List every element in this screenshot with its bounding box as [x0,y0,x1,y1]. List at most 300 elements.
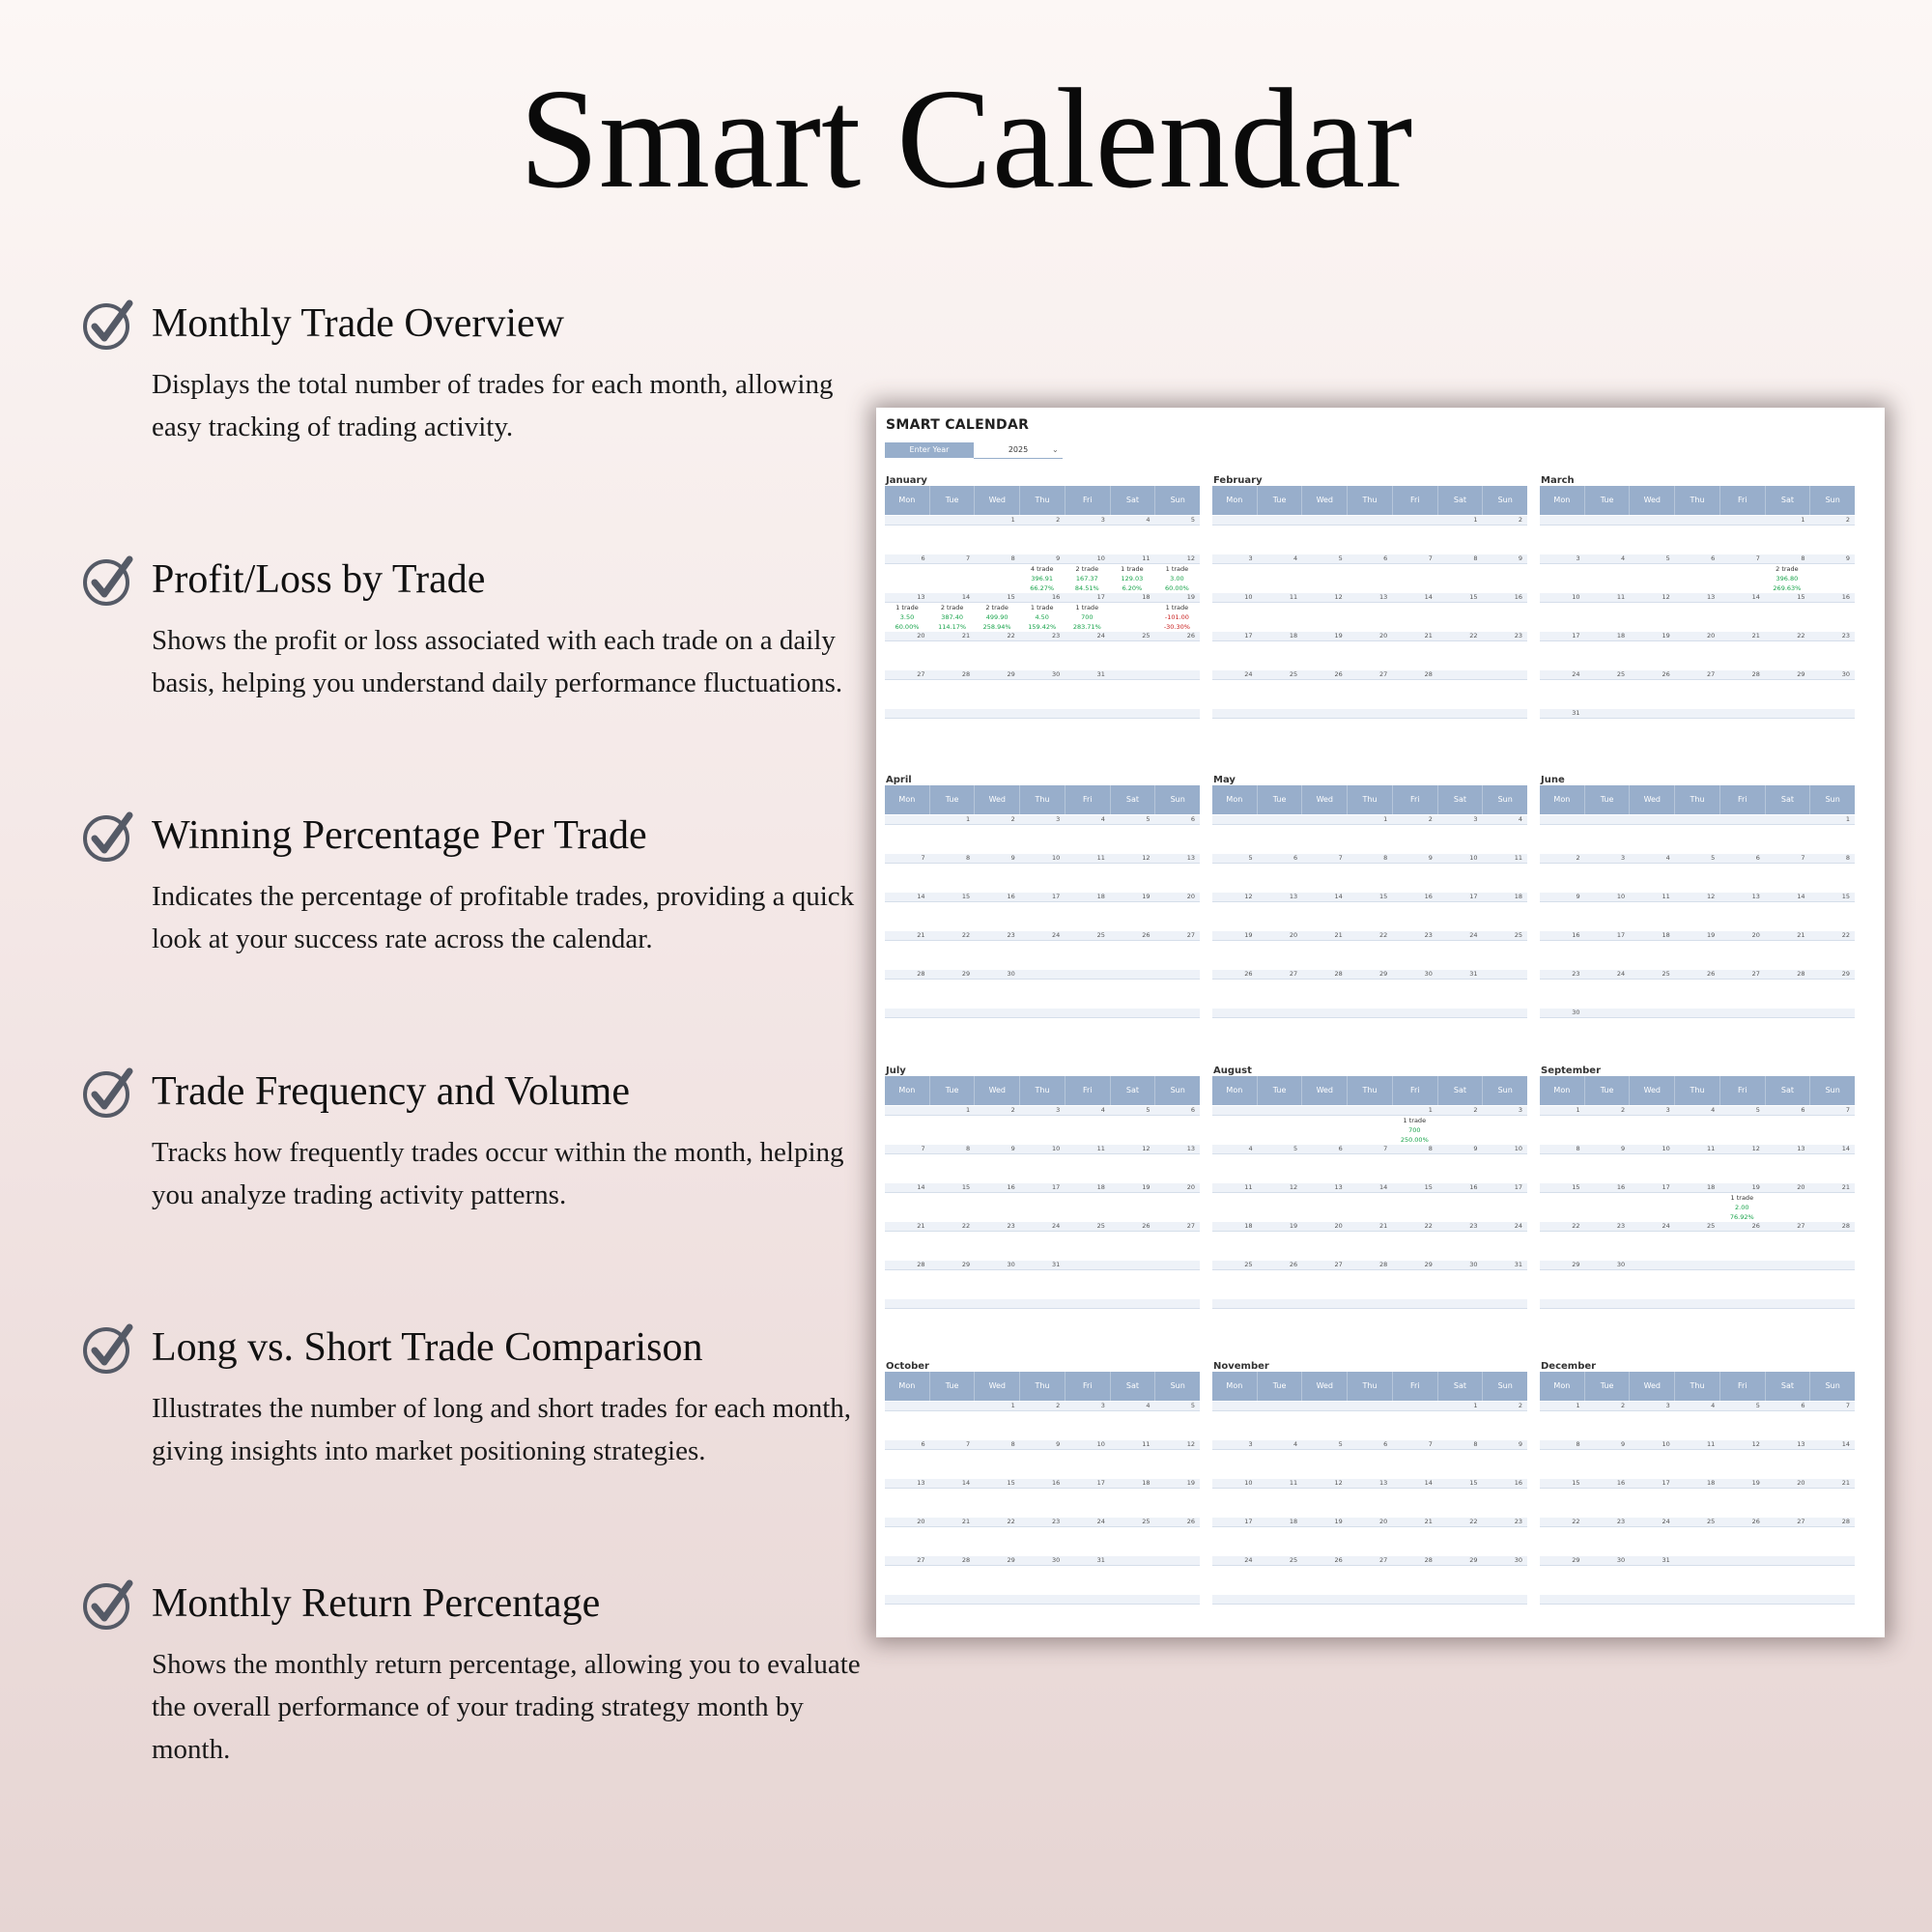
day-cell[interactable] [1809,1595,1855,1604]
day-cell[interactable]: 7 [1383,1145,1388,1152]
day-cell[interactable] [1719,709,1765,718]
day-cell[interactable] [1675,1009,1720,1017]
day-cell[interactable] [1302,1299,1348,1308]
day-cell[interactable] [1392,1299,1437,1308]
day-cell[interactable]: 4 [1711,1106,1716,1114]
day-cell[interactable]: 15 [1424,1183,1433,1191]
day-cell[interactable] [930,1299,976,1308]
day-cell[interactable]: 4 [1100,1106,1105,1114]
day-cell[interactable] [885,1299,930,1308]
day-cell[interactable]: 13 [1707,593,1716,601]
day-cell[interactable]: 5 [1665,554,1670,562]
day-cell[interactable]: 11 [1616,593,1626,601]
day-cell[interactable]: 15 [1572,1479,1580,1487]
day-cell[interactable]: 11 [1662,893,1670,900]
day-cell[interactable] [975,709,1020,718]
day-cell[interactable]: 3 [1665,1106,1670,1114]
day-cell[interactable]: 25 [1142,632,1151,639]
day-cell[interactable] [1437,1595,1483,1604]
day-cell[interactable] [1585,1299,1631,1308]
day-cell[interactable]: 14 [1424,593,1433,601]
year-select[interactable]: 2025 [974,442,1063,459]
day-cell[interactable] [930,1009,976,1017]
day-cell[interactable]: 1 [1845,815,1851,823]
day-cell[interactable]: 9 [1518,1440,1523,1448]
day-cell[interactable]: 20 [1707,632,1716,639]
day-cell[interactable]: 13 [1289,893,1298,900]
day-cell[interactable] [1392,516,1437,525]
day-cell[interactable] [1348,1402,1393,1410]
day-cell[interactable] [975,1009,1020,1017]
day-cell[interactable]: 11 [1142,1440,1151,1448]
day-cell[interactable]: 7 [1428,554,1433,562]
day-cell[interactable]: 26 [1289,1261,1298,1268]
day-cell[interactable]: 21 [1797,931,1805,939]
day-cell[interactable]: 5 [1190,1402,1196,1409]
day-cell[interactable]: 3 [1100,516,1105,524]
day-cell[interactable]: 8 [1473,554,1478,562]
day-cell[interactable] [1065,970,1110,979]
day-cell[interactable]: 15 [961,893,971,900]
day-cell[interactable]: 6 [1801,1106,1805,1114]
day-cell[interactable]: 15 [1572,1183,1580,1191]
day-cell[interactable] [1258,1009,1303,1017]
day-cell[interactable]: 18 [1707,1183,1716,1191]
day-cell[interactable]: 6 [1711,554,1716,562]
day-cell[interactable] [1110,1556,1155,1565]
day-cell[interactable]: 9 [1621,1440,1626,1448]
day-cell[interactable]: 23 [1424,931,1433,939]
day-cell[interactable]: 21 [1424,632,1433,639]
day-cell[interactable]: 1 [1010,516,1015,524]
day-cell[interactable] [1348,1106,1393,1115]
day-cell[interactable] [930,516,976,525]
day-cell[interactable]: 2 [1621,1106,1626,1114]
day-cell[interactable] [1212,1106,1258,1115]
day-cell[interactable] [1258,516,1303,525]
day-cell[interactable]: 13 [917,1479,925,1487]
day-cell[interactable]: 8 [966,1145,971,1152]
day-cell[interactable]: 24 [1052,1222,1061,1230]
day-cell[interactable]: 4 [1146,1402,1151,1409]
day-cell[interactable]: 12 [1289,1183,1298,1191]
day-cell[interactable] [1482,970,1527,979]
day-cell[interactable]: 18 [1616,632,1626,639]
day-cell[interactable] [1348,1299,1393,1308]
day-cell[interactable]: 24 [1514,1222,1523,1230]
day-cell[interactable]: 2 [1518,1402,1523,1409]
day-cell[interactable]: 8 [1576,1440,1580,1448]
day-cell[interactable]: 24 [1572,670,1580,678]
day-cell[interactable] [1809,1556,1855,1565]
day-cell[interactable]: 12 [1662,593,1670,601]
day-cell[interactable]: 22 [1572,1518,1580,1525]
day-cell[interactable]: 17 [1096,1479,1105,1487]
day-cell[interactable] [1675,1261,1720,1269]
day-cell[interactable]: 17 [1572,632,1580,639]
day-cell[interactable]: 22 [961,1222,971,1230]
day-cell[interactable] [1154,670,1200,679]
day-cell[interactable]: 29 [1797,670,1805,678]
day-cell[interactable] [975,1299,1020,1308]
day-cell[interactable] [1065,1595,1110,1604]
day-cell[interactable]: 5 [1338,1440,1343,1448]
day-cell[interactable]: 15 [961,1183,971,1191]
day-cell[interactable]: 18 [1514,893,1523,900]
day-cell[interactable] [1809,1009,1855,1017]
day-cell[interactable]: 17 [1514,1183,1523,1191]
day-cell[interactable] [1154,1009,1200,1017]
day-cell[interactable]: 22 [1797,632,1805,639]
day-cell[interactable]: 18 [1142,593,1151,601]
day-cell[interactable]: 9 [1473,1145,1478,1152]
day-cell[interactable]: 1 [1801,516,1805,524]
day-cell[interactable]: 21 [1424,1518,1433,1525]
day-cell[interactable]: 8 [1473,1440,1478,1448]
day-cell[interactable]: 30 [1616,1261,1626,1268]
day-cell[interactable]: 1 [1576,1106,1580,1114]
day-cell[interactable]: 9 [1518,554,1523,562]
day-cell[interactable] [1212,709,1258,718]
day-cell[interactable]: 5 [1755,1402,1760,1409]
day-cell[interactable]: 17 [1469,893,1478,900]
day-cell[interactable] [1719,815,1765,824]
day-cell[interactable]: 18 [1662,931,1670,939]
day-cell[interactable] [1809,709,1855,718]
day-cell[interactable]: 17 [1616,931,1626,939]
day-cell[interactable] [1765,1009,1810,1017]
day-cell[interactable] [1719,1009,1765,1017]
day-cell[interactable]: 17 [1244,1518,1253,1525]
day-cell[interactable]: 2 [1621,1402,1626,1409]
day-cell[interactable]: 26 [1142,931,1151,939]
day-cell[interactable] [1302,1595,1348,1604]
day-cell[interactable]: 27 [1186,1222,1196,1230]
day-cell[interactable]: 30 [1424,970,1433,978]
day-cell[interactable]: 28 [1379,1261,1388,1268]
day-cell[interactable]: 1 [1473,516,1478,524]
day-cell[interactable]: 19 [1751,1183,1760,1191]
day-cell[interactable]: 16 [1052,1479,1061,1487]
day-cell[interactable] [1540,815,1585,824]
day-cell[interactable]: 22 [1007,632,1015,639]
day-cell[interactable]: 26 [1186,632,1196,639]
day-cell[interactable]: 18 [1244,1222,1253,1230]
day-cell[interactable]: 4 [1621,554,1626,562]
day-cell[interactable] [1110,1595,1155,1604]
day-cell[interactable]: 27 [1797,1222,1805,1230]
day-cell[interactable]: 9 [1056,554,1061,562]
day-cell[interactable]: 12 [1244,893,1253,900]
day-cell[interactable] [1348,1009,1393,1017]
day-cell[interactable]: 8 [1010,554,1015,562]
day-cell[interactable]: 21 [1841,1183,1851,1191]
day-cell[interactable] [1212,516,1258,525]
day-cell[interactable]: 6 [1755,854,1760,862]
day-cell[interactable]: 30 [1052,1556,1061,1564]
day-cell[interactable]: 1 [966,815,971,823]
day-cell[interactable]: 26 [1751,1222,1760,1230]
day-cell[interactable]: 30 [1616,1556,1626,1564]
day-cell[interactable]: 5 [1338,554,1343,562]
day-cell[interactable] [1258,1299,1303,1308]
day-cell[interactable]: 9 [1428,854,1433,862]
day-cell[interactable]: 3 [1621,854,1626,862]
day-cell[interactable]: 12 [1707,893,1716,900]
day-cell[interactable]: 26 [1142,1222,1151,1230]
day-cell[interactable]: 20 [1186,893,1196,900]
day-cell[interactable]: 15 [1007,593,1015,601]
day-cell[interactable]: 14 [1797,893,1805,900]
day-cell[interactable]: 26 [1334,670,1343,678]
day-cell[interactable]: 16 [1572,931,1580,939]
day-cell[interactable] [1437,1009,1483,1017]
day-cell[interactable]: 6 [921,554,925,562]
day-cell[interactable]: 25 [1514,931,1523,939]
day-cell[interactable]: 26 [1244,970,1253,978]
day-cell[interactable]: 2 [1473,1106,1478,1114]
day-cell[interactable]: 23 [1469,1222,1478,1230]
day-cell[interactable]: 23 [1572,970,1580,978]
day-cell[interactable]: 7 [1845,1402,1851,1409]
day-cell[interactable]: 10 [1514,1145,1523,1152]
day-cell[interactable]: 30 [1007,970,1015,978]
day-cell[interactable]: 19 [1142,893,1151,900]
day-cell[interactable]: 15 [1469,1479,1478,1487]
day-cell[interactable]: 26 [1662,670,1670,678]
day-cell[interactable] [1585,1009,1631,1017]
day-cell[interactable]: 1 [1576,1402,1580,1409]
day-cell[interactable] [885,1106,930,1115]
day-cell[interactable] [1302,1009,1348,1017]
day-cell[interactable] [1302,709,1348,718]
day-cell[interactable] [1630,516,1675,525]
day-cell[interactable]: 28 [1841,1222,1851,1230]
day-cell[interactable]: 10 [1662,1440,1670,1448]
day-cell[interactable] [1020,1595,1065,1604]
day-cell[interactable] [1065,1009,1110,1017]
day-cell[interactable] [1540,1595,1585,1604]
day-cell[interactable]: 11 [1096,854,1105,862]
day-cell[interactable]: 27 [1289,970,1298,978]
day-cell[interactable] [1675,1595,1720,1604]
day-cell[interactable]: 2 [1010,1106,1015,1114]
day-cell[interactable]: 29 [1424,1261,1433,1268]
day-cell[interactable] [1765,1556,1810,1565]
day-cell[interactable]: 30 [1469,1261,1478,1268]
day-cell[interactable]: 27 [1379,670,1388,678]
day-cell[interactable]: 31 [1096,670,1105,678]
day-cell[interactable]: 9 [1845,554,1851,562]
day-cell[interactable] [1154,1595,1200,1604]
day-cell[interactable] [1437,1299,1483,1308]
day-cell[interactable]: 1 [966,1106,971,1114]
day-cell[interactable] [1302,1402,1348,1410]
day-cell[interactable] [885,1402,930,1410]
day-cell[interactable]: 26 [1186,1518,1196,1525]
day-cell[interactable] [1392,1595,1437,1604]
day-cell[interactable]: 4 [1518,815,1523,823]
day-cell[interactable]: 27 [1334,1261,1343,1268]
day-cell[interactable] [1482,1595,1527,1604]
day-cell[interactable]: 26 [1334,1556,1343,1564]
day-cell[interactable]: 10 [1572,593,1580,601]
day-cell[interactable]: 12 [1142,854,1151,862]
day-cell[interactable]: 2 [1056,1402,1061,1409]
day-cell[interactable] [885,1009,930,1017]
day-cell[interactable] [1348,516,1393,525]
day-cell[interactable]: 23 [1616,1518,1626,1525]
day-cell[interactable]: 24 [1469,931,1478,939]
day-cell[interactable]: 4 [1146,516,1151,524]
day-cell[interactable] [1110,670,1155,679]
day-cell[interactable] [1110,709,1155,718]
day-cell[interactable] [1540,1299,1585,1308]
day-cell[interactable]: 21 [1334,931,1343,939]
day-cell[interactable]: 13 [917,593,925,601]
day-cell[interactable] [1258,1106,1303,1115]
day-cell[interactable] [1719,1595,1765,1604]
day-cell[interactable]: 24 [1244,1556,1253,1564]
day-cell[interactable]: 24 [1662,1518,1670,1525]
day-cell[interactable]: 6 [1190,815,1196,823]
day-cell[interactable]: 15 [1797,593,1805,601]
day-cell[interactable]: 27 [1751,970,1760,978]
day-cell[interactable]: 13 [1186,854,1196,862]
day-cell[interactable]: 13 [1334,1183,1343,1191]
day-cell[interactable]: 24 [1616,970,1626,978]
day-cell[interactable] [1258,709,1303,718]
day-cell[interactable]: 20 [1334,1222,1343,1230]
day-cell[interactable]: 20 [917,1518,925,1525]
day-cell[interactable]: 28 [917,1261,925,1268]
day-cell[interactable]: 13 [1797,1440,1805,1448]
day-cell[interactable]: 10 [1616,893,1626,900]
day-cell[interactable]: 10 [1244,1479,1253,1487]
day-cell[interactable]: 10 [1052,854,1061,862]
day-cell[interactable]: 28 [1424,670,1433,678]
day-cell[interactable]: 14 [1379,1183,1388,1191]
day-cell[interactable]: 16 [1514,593,1523,601]
day-cell[interactable]: 9 [1010,854,1015,862]
day-cell[interactable]: 30 [1052,670,1061,678]
day-cell[interactable]: 16 [1841,593,1851,601]
day-cell[interactable]: 3 [1248,1440,1253,1448]
day-cell[interactable]: 5 [1248,854,1253,862]
day-cell[interactable]: 30 [1841,670,1851,678]
day-cell[interactable] [1110,1299,1155,1308]
day-cell[interactable]: 25 [1662,970,1670,978]
day-cell[interactable]: 10 [1469,854,1478,862]
day-cell[interactable]: 4 [1665,854,1670,862]
day-cell[interactable]: 17 [1244,632,1253,639]
day-cell[interactable]: 29 [1469,1556,1478,1564]
day-cell[interactable] [1482,1009,1527,1017]
day-cell[interactable]: 21 [1379,1222,1388,1230]
day-cell[interactable] [1302,1106,1348,1115]
day-cell[interactable] [1154,1299,1200,1308]
day-cell[interactable]: 5 [1146,1106,1151,1114]
day-cell[interactable] [1348,1595,1393,1604]
day-cell[interactable]: 14 [1424,1479,1433,1487]
day-cell[interactable]: 14 [961,593,971,601]
day-cell[interactable]: 12 [1751,1145,1760,1152]
day-cell[interactable]: 7 [966,554,971,562]
day-cell[interactable]: 1 [1010,1402,1015,1409]
day-cell[interactable]: 2 [1576,854,1580,862]
day-cell[interactable]: 15 [1007,1479,1015,1487]
day-cell[interactable] [930,1595,976,1604]
day-cell[interactable] [1212,1402,1258,1410]
day-cell[interactable]: 21 [917,1222,925,1230]
day-cell[interactable]: 29 [961,970,971,978]
day-cell[interactable]: 16 [1007,893,1015,900]
day-cell[interactable]: 29 [1379,970,1388,978]
day-cell[interactable]: 17 [1052,1183,1061,1191]
day-cell[interactable]: 16 [1616,1479,1626,1487]
day-cell[interactable] [1020,1009,1065,1017]
day-cell[interactable] [1540,516,1585,525]
day-cell[interactable]: 20 [917,632,925,639]
day-cell[interactable]: 4 [1711,1402,1716,1409]
day-cell[interactable]: 26 [1707,970,1716,978]
day-cell[interactable]: 19 [1289,1222,1298,1230]
day-cell[interactable]: 21 [961,1518,971,1525]
day-cell[interactable]: 24 [1244,670,1253,678]
day-cell[interactable]: 16 [1514,1479,1523,1487]
day-cell[interactable]: 19 [1142,1183,1151,1191]
day-cell[interactable] [1348,709,1393,718]
day-cell[interactable]: 6 [1293,854,1298,862]
day-cell[interactable] [885,709,930,718]
day-cell[interactable] [1585,1595,1631,1604]
day-cell[interactable]: 2 [1010,815,1015,823]
day-cell[interactable] [885,1595,930,1604]
day-cell[interactable]: 8 [1428,1145,1433,1152]
day-cell[interactable]: 30 [1572,1009,1580,1016]
day-cell[interactable]: 25 [1096,1222,1105,1230]
day-cell[interactable]: 17 [1096,593,1105,601]
day-cell[interactable]: 9 [1056,1440,1061,1448]
day-cell[interactable]: 28 [961,670,971,678]
day-cell[interactable]: 20 [1797,1183,1805,1191]
day-cell[interactable] [1630,1595,1675,1604]
day-cell[interactable]: 14 [1334,893,1343,900]
day-cell[interactable]: 23 [1514,632,1523,639]
day-cell[interactable]: 12 [1751,1440,1760,1448]
day-cell[interactable] [885,815,930,824]
day-cell[interactable]: 27 [1707,670,1716,678]
day-cell[interactable]: 25 [1707,1518,1716,1525]
day-cell[interactable] [1437,670,1483,679]
day-cell[interactable]: 31 [1514,1261,1523,1268]
day-cell[interactable]: 25 [1244,1261,1253,1268]
day-cell[interactable]: 25 [1096,931,1105,939]
day-cell[interactable]: 11 [1289,593,1298,601]
day-cell[interactable] [1630,815,1675,824]
day-cell[interactable]: 17 [1662,1183,1670,1191]
day-cell[interactable]: 4 [1100,815,1105,823]
day-cell[interactable]: 15 [1379,893,1388,900]
day-cell[interactable] [1585,709,1631,718]
day-cell[interactable]: 4 [1248,1145,1253,1152]
day-cell[interactable]: 1 [1428,1106,1433,1114]
day-cell[interactable]: 29 [1572,1261,1580,1268]
day-cell[interactable] [1585,815,1631,824]
day-cell[interactable]: 10 [1052,1145,1061,1152]
day-cell[interactable] [1110,970,1155,979]
day-cell[interactable]: 3 [1056,815,1061,823]
